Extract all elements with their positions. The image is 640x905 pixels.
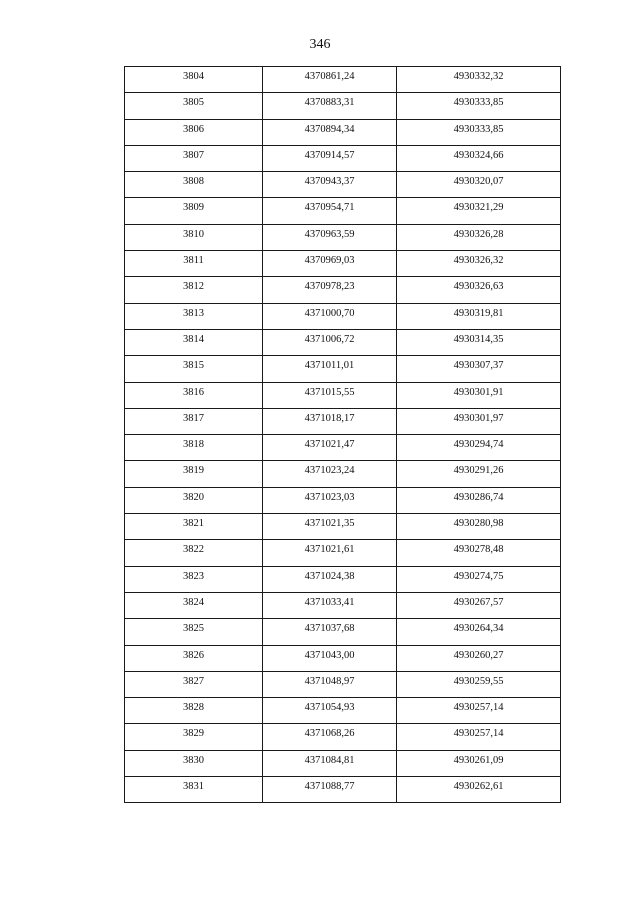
point-number-cell: 3817 [125, 408, 263, 434]
y-coordinate-cell: 4930278,48 [397, 540, 561, 566]
table-row [125, 198, 561, 224]
x-coordinate-cell: 4371033,41 [263, 592, 397, 618]
y-coordinate-cell: 4930326,32 [397, 251, 561, 277]
table-row [125, 645, 561, 671]
point-number-cell: 3825 [125, 619, 263, 645]
coordinates-table-body [125, 67, 561, 803]
point-number-cell: 3807 [125, 145, 263, 171]
table-row [125, 408, 561, 434]
table-row [125, 619, 561, 645]
point-number-cell: 3822 [125, 540, 263, 566]
point-number-cell: 3818 [125, 435, 263, 461]
x-coordinate-cell: 4370954,71 [263, 198, 397, 224]
table-row [125, 435, 561, 461]
point-number-cell: 3805 [125, 93, 263, 119]
x-coordinate-cell: 4371088,77 [263, 777, 397, 803]
table-row [125, 224, 561, 250]
y-coordinate-cell: 4930261,09 [397, 750, 561, 776]
y-coordinate-cell: 4930307,37 [397, 356, 561, 382]
table-row [125, 145, 561, 171]
table-row [125, 514, 561, 540]
y-coordinate-cell: 4930321,29 [397, 198, 561, 224]
table-row [125, 303, 561, 329]
y-coordinate-cell: 4930286,74 [397, 487, 561, 513]
table-row [125, 724, 561, 750]
point-number-cell: 3826 [125, 645, 263, 671]
x-coordinate-cell: 4371000,70 [263, 303, 397, 329]
x-coordinate-cell: 4371037,68 [263, 619, 397, 645]
y-coordinate-cell: 4930320,07 [397, 172, 561, 198]
page-number: 346 [309, 37, 331, 52]
x-coordinate-cell: 4371054,93 [263, 698, 397, 724]
point-number-cell: 3810 [125, 224, 263, 250]
table-row [125, 251, 561, 277]
table-row [125, 382, 561, 408]
x-coordinate-cell: 4371006,72 [263, 329, 397, 355]
point-number-cell: 3824 [125, 592, 263, 618]
point-number-cell: 3816 [125, 382, 263, 408]
y-coordinate-cell: 4930301,97 [397, 408, 561, 434]
x-coordinate-cell: 4371021,61 [263, 540, 397, 566]
point-number-cell: 3823 [125, 566, 263, 592]
table-row [125, 750, 561, 776]
y-coordinate-cell: 4930262,61 [397, 777, 561, 803]
point-number-cell: 3811 [125, 251, 263, 277]
x-coordinate-cell: 4371021,35 [263, 514, 397, 540]
table-row [125, 329, 561, 355]
x-coordinate-cell: 4371011,01 [263, 356, 397, 382]
x-coordinate-cell: 4370894,34 [263, 119, 397, 145]
point-number-cell: 3819 [125, 461, 263, 487]
x-coordinate-cell: 4371068,26 [263, 724, 397, 750]
point-number-cell: 3831 [125, 777, 263, 803]
y-coordinate-cell: 4930326,28 [397, 224, 561, 250]
x-coordinate-cell: 4370883,31 [263, 93, 397, 119]
point-number-cell: 3820 [125, 487, 263, 513]
x-coordinate-cell: 4371043,00 [263, 645, 397, 671]
table-row [125, 592, 561, 618]
y-coordinate-cell: 4930333,85 [397, 93, 561, 119]
y-coordinate-cell: 4930319,81 [397, 303, 561, 329]
x-coordinate-cell: 4371084,81 [263, 750, 397, 776]
y-coordinate-cell: 4930264,34 [397, 619, 561, 645]
point-number-cell: 3808 [125, 172, 263, 198]
point-number-cell: 3829 [125, 724, 263, 750]
table-row [125, 172, 561, 198]
point-number-cell: 3821 [125, 514, 263, 540]
table-row [125, 671, 561, 697]
table-row [125, 277, 561, 303]
y-coordinate-cell: 4930301,91 [397, 382, 561, 408]
y-coordinate-cell: 4930332,32 [397, 67, 561, 93]
y-coordinate-cell: 4930257,14 [397, 698, 561, 724]
x-coordinate-cell: 4371024,38 [263, 566, 397, 592]
table-row [125, 566, 561, 592]
y-coordinate-cell: 4930274,75 [397, 566, 561, 592]
x-coordinate-cell: 4370963,59 [263, 224, 397, 250]
coordinates-table [124, 66, 561, 803]
y-coordinate-cell: 4930324,66 [397, 145, 561, 171]
y-coordinate-cell: 4930267,57 [397, 592, 561, 618]
x-coordinate-cell: 4371021,47 [263, 435, 397, 461]
table-row [125, 356, 561, 382]
point-number-cell: 3815 [125, 356, 263, 382]
x-coordinate-cell: 4371048,97 [263, 671, 397, 697]
y-coordinate-cell: 4930260,27 [397, 645, 561, 671]
x-coordinate-cell: 4371015,55 [263, 382, 397, 408]
point-number-cell: 3827 [125, 671, 263, 697]
table-row [125, 540, 561, 566]
x-coordinate-cell: 4371023,03 [263, 487, 397, 513]
point-number-cell: 3806 [125, 119, 263, 145]
y-coordinate-cell: 4930333,85 [397, 119, 561, 145]
y-coordinate-cell: 4930280,98 [397, 514, 561, 540]
table-row [125, 461, 561, 487]
x-coordinate-cell: 4370978,23 [263, 277, 397, 303]
y-coordinate-cell: 4930294,74 [397, 435, 561, 461]
table-row [125, 487, 561, 513]
table-row [125, 67, 561, 93]
table-row [125, 777, 561, 803]
x-coordinate-cell: 4370914,57 [263, 145, 397, 171]
y-coordinate-cell: 4930314,35 [397, 329, 561, 355]
point-number-cell: 3814 [125, 329, 263, 355]
x-coordinate-cell: 4371018,17 [263, 408, 397, 434]
point-number-cell: 3804 [125, 67, 263, 93]
x-coordinate-cell: 4370969,03 [263, 251, 397, 277]
point-number-cell: 3812 [125, 277, 263, 303]
point-number-cell: 3809 [125, 198, 263, 224]
x-coordinate-cell: 4370943,37 [263, 172, 397, 198]
x-coordinate-cell: 4370861,24 [263, 67, 397, 93]
y-coordinate-cell: 4930326,63 [397, 277, 561, 303]
y-coordinate-cell: 4930257,14 [397, 724, 561, 750]
table-row [125, 119, 561, 145]
y-coordinate-cell: 4930259,55 [397, 671, 561, 697]
point-number-cell: 3830 [125, 750, 263, 776]
x-coordinate-cell: 4371023,24 [263, 461, 397, 487]
point-number-cell: 3828 [125, 698, 263, 724]
point-number-cell: 3813 [125, 303, 263, 329]
table-row [125, 698, 561, 724]
table-row [125, 93, 561, 119]
y-coordinate-cell: 4930291,26 [397, 461, 561, 487]
